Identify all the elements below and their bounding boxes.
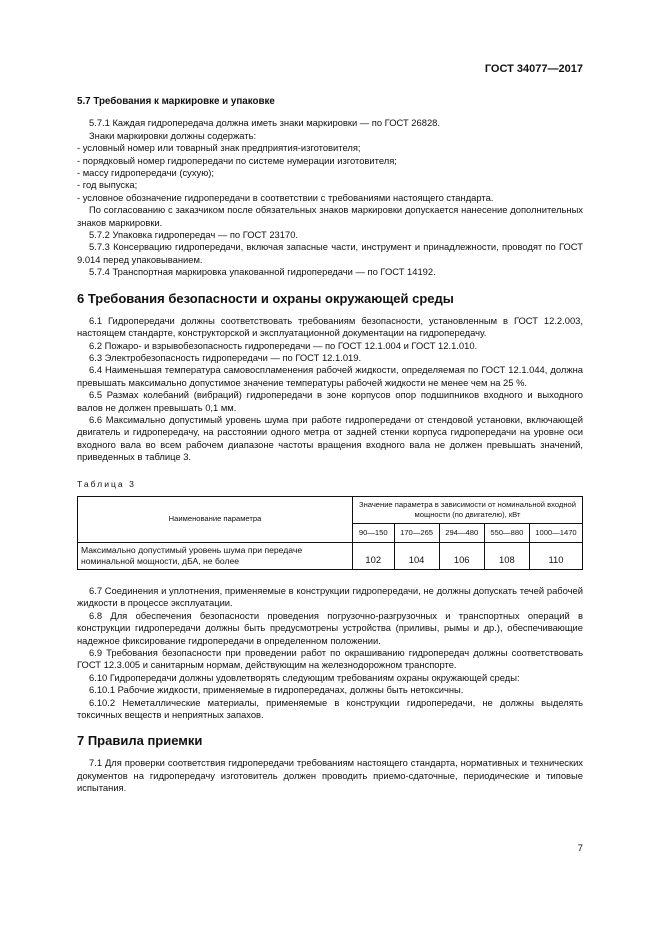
table-header-range: 170—265 — [394, 523, 439, 542]
list-item-year: - год выпуска; — [77, 179, 138, 191]
para-5-7-1: 5.7.1 Каждая гидропередача должна иметь знаки маркировки — по ГОСТ 26828. — [89, 117, 440, 129]
para-6-10-2: 6.10.2 Неметаллические материалы, применяемые в конструкции гидропередачи, не должны выделять токсичных веществ и неприятных запахов. — [77, 696, 583, 721]
table-header-range: 294—480 — [439, 523, 484, 542]
table-cell-value: 104 — [394, 542, 439, 569]
list-item-serial-number: - порядковый номер гидропередачи по системе нумерации изготовителя; — [77, 154, 397, 166]
para-5-7-3: 5.7.3 Консервацию гидропередачи, включая запасные части, инструмент и принадлежности, проводят по ГОСТ 9.014 перед упаковыванием. — [77, 241, 583, 265]
para-6-5: 6.5 Размах колебаний (вибраций) гидропередачи в зоне корпусов опор подшипников входного и выходного валов не должен превышать 0,1 мм. — [77, 389, 583, 413]
para-5-7-2: 5.7.2 Упаковка гидропередач — по ГОСТ 23170. — [89, 229, 299, 241]
list-item-mass: - массу гидропередачи (сухую); — [77, 167, 214, 179]
para-6-10-1: 6.10.1 Рабочие жидкости, применяемые в гидропередачах, должны быть нетоксичны. — [89, 684, 464, 696]
para-marking-contents: Знаки маркировки должны содержать: — [89, 129, 257, 141]
table-cell-value: 110 — [529, 542, 582, 569]
para-6-3: 6.3 Электробезопасность гидропередачи — по ГОСТ 12.1.019. — [89, 351, 362, 363]
para-6-8: 6.8 Для обеспечения безопасности проведения погрузочно-разгрузочных и транспортных операций в конструкции гидропередачи должны быть предусмотрены устройства (приливы, рымы и др.), обеспечивающие надежное фиксирование гидропередачи в определенном положении. — [77, 609, 583, 646]
table-cell-parameter: Максимально допустимый уровень шума при передаче номинальной мощности, дБА, не более — [78, 542, 353, 569]
table-header-power-group: Значение параметра в зависимости от номинальной входной мощности (по двигателю), кВт — [353, 496, 583, 523]
para-additional-marking: По согласованию с заказчиком после обязательных знаков маркировки допускается нанесение дополнительных знаков маркировки. — [77, 204, 583, 228]
table-header-range: 550—880 — [484, 523, 529, 542]
table-cell-value: 108 — [484, 542, 529, 569]
para-7-1: 7.1 Для проверки соответствия гидропередачи требованиям настоящего стандарта, нормативных и технических документов на гидропередачу изготовитель должен проводить приемо-сдаточные, периодические и типовые испытания. — [77, 757, 583, 794]
table-header-range: 1000—1470 — [529, 523, 582, 542]
table-header-parameter-name: Наименование параметра — [78, 496, 353, 542]
para-6-7: 6.7 Соединения и уплотнения, применяемые в конструкции гидропередачи, не должны допускать течей рабочей жидкости в процессе эксплуатации. — [77, 584, 583, 609]
table-cell-value: 102 — [353, 542, 395, 569]
para-6-6: 6.6 Максимально допустимый уровень шума при работе гидропередачи от стендовой установки, включающей двигатель и гидропередачу, на расстоянии одного метра от задней стенки корпуса гидропередачи на уровне оси входного вала во всем рабочем диапазоне частоты вращения входного вала не должен превышать значений, приведенных в таблице 3. — [77, 413, 583, 463]
section-6-title: 6 Требования безопасности и охраны окружающей среды — [77, 290, 454, 306]
table-3 — [77, 496, 583, 570]
list-item-designation: - условное обозначение гидропередачи в соответствии с требованиями настоящего стандарта. — [77, 191, 494, 203]
standard-code-header: ГОСТ 34077—2017 — [484, 63, 583, 75]
section-5-7-title: 5.7 Требования к маркировке и упаковке — [77, 96, 275, 107]
para-6-2: 6.2 Пожаро- и взрывобезопасность гидропередачи — по ГОСТ 12.1.004 и ГОСТ 12.1.010. — [89, 339, 478, 351]
page-number: 7 — [577, 843, 583, 854]
para-6-10: 6.10 Гидропередачи должны удовлетворять следующим требованиям охраны окружающей среды: — [89, 671, 520, 683]
page-content — [77, 96, 583, 795]
table-header-row — [78, 496, 583, 523]
table-3-caption: Таблица 3 — [77, 478, 136, 489]
para-6-9: 6.9 Требования безопасности при проведении работ по окрашиванию гидропередач должны соответствовать ГОСТ 12.3.005 и санитарным нормам, действующим на железнодорожном транспорте. — [77, 647, 583, 671]
section-7-title: 7 Правила приемки — [77, 733, 203, 749]
para-6-1: 6.1 Гидропередачи должны соответствовать требованиям безопасности, установленным в ГОСТ 12.2.003, настоящем стандарте, конструкторской и эксплуатационной документации на гидропередачу. — [77, 314, 583, 339]
para-5-7-4: 5.7.4 Транспортная маркировка упакованной гидропередачи — по ГОСТ 14192. — [89, 266, 436, 278]
table-row — [78, 542, 583, 569]
table-header-range: 90—150 — [353, 523, 395, 542]
para-6-4: 6.4 Наименьшая температура самовоспламенения рабочей жидкости, определяемая по ГОСТ 12.1.044, должна превышать максимально допустимое значение температуры рабочей жидкости не менее чем на 25 %. — [77, 364, 583, 388]
table-cell-value: 106 — [439, 542, 484, 569]
list-item-conditional-number: - условный номер или товарный знак предприятия-изготовителя; — [77, 142, 361, 154]
